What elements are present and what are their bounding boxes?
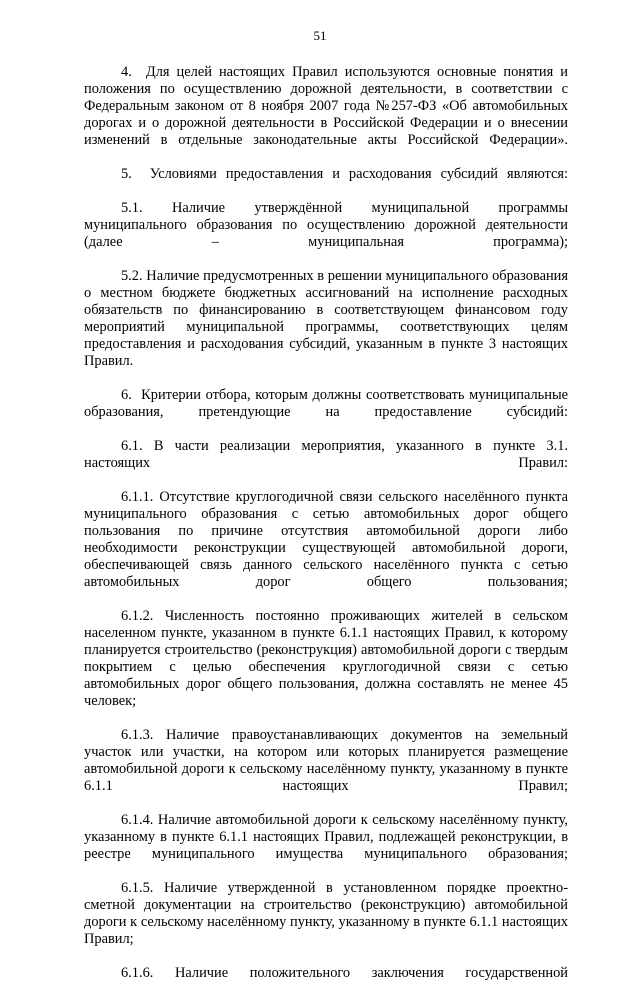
paragraph-6-1-4: 6.1.4. Наличие автомобильной дороги к сельскому населённому пункту, указанному в пункте 6.1.1 настоящих Правил, подлежащей реконструкции, в реестре муниципального имущества муниципального образования; [84,812,568,862]
paragraph-6-1-3: 6.1.3. Наличие правоустанавливающих документов на земельный участок или участки, на котором или которых планируется размещение автомобильной дороги к сельскому населённому пункту, указанному в пункте 6.1.1 настоящих Правил; [84,727,568,794]
paragraph-6-1: 6.1. В части реализации мероприятия, указанного в пункте 3.1. настоящих Правил: [84,438,568,471]
paragraph-5-2: 5.2. Наличие предусмотренных в решении муниципального образования о местном бюджете бюджетных ассигнований на исполнение расходных обязательств по финансированию в соответствующем финансовом году мероприятий муниципальной программы, соответствующих целям предоставления и расходования субсидий, указанным в пункте 3 настоящих Правил. [84,268,568,369]
document-body [84,64,568,999]
paragraph-6: 6. Критерии отбора, которым должны соответствовать муниципальные образования, претендующие на предоставление субсидий: [84,387,568,420]
paragraph-6-1-1: 6.1.1. Отсутствие круглогодичной связи сельского населённого пункта муниципального образования с сетью автомобильных дорог общего пользования по причине отсутствия автомобильной дороги либо необходимости реконструкции существующей автомобильной дороги, обеспечивающей связь данного сельского населённого пункта с сетью автомобильных дорог общего пользования; [84,489,568,590]
paragraph-5-1: 5.1. Наличие утверждённой муниципальной программы муниципального образования по осуществлению дорожной деятельности (далее – муниципальная программа); [84,200,568,250]
paragraph-5: 5. Условиями предоставления и расходования субсидий являются: [121,166,568,182]
paragraph-6-1-6: 6.1.6. Наличие положительного заключения государственной [121,965,568,981]
page-number: 51 [313,28,327,43]
paragraph-6-1-2: 6.1.2. Численность постоянно проживающих жителей в сельском населенном пункте, указанном в пункте 6.1.1 настоящих Правил, к которому планируется строительство (реконструкция) автомобильной дороги с твердым покрытием с целью обеспечения круглогодичной связи с сетью автомобильных дорог общего пользования, должна составлять не менее 45 человек; [84,608,568,709]
paragraph-4: 4. Для целей настоящих Правил используются основные понятия и положения по осуществлению дорожной деятельности, в соответствии с Федеральным законом от 8 ноября 2007 года №257-ФЗ «Об автомобильных дорогах и о дорожной деятельности в Российской Федерации и о внесении изменений в отдельные законодательные акты Российской Федерации». [84,64,568,148]
paragraph-6-1-5: 6.1.5. Наличие утвержденной в установленном порядке проектно-сметной документации на строительство (реконструкцию) автомобильной дороги к сельскому населённому пункту, указанному в пункте 6.1.1 настоящих Правил; [84,880,568,947]
